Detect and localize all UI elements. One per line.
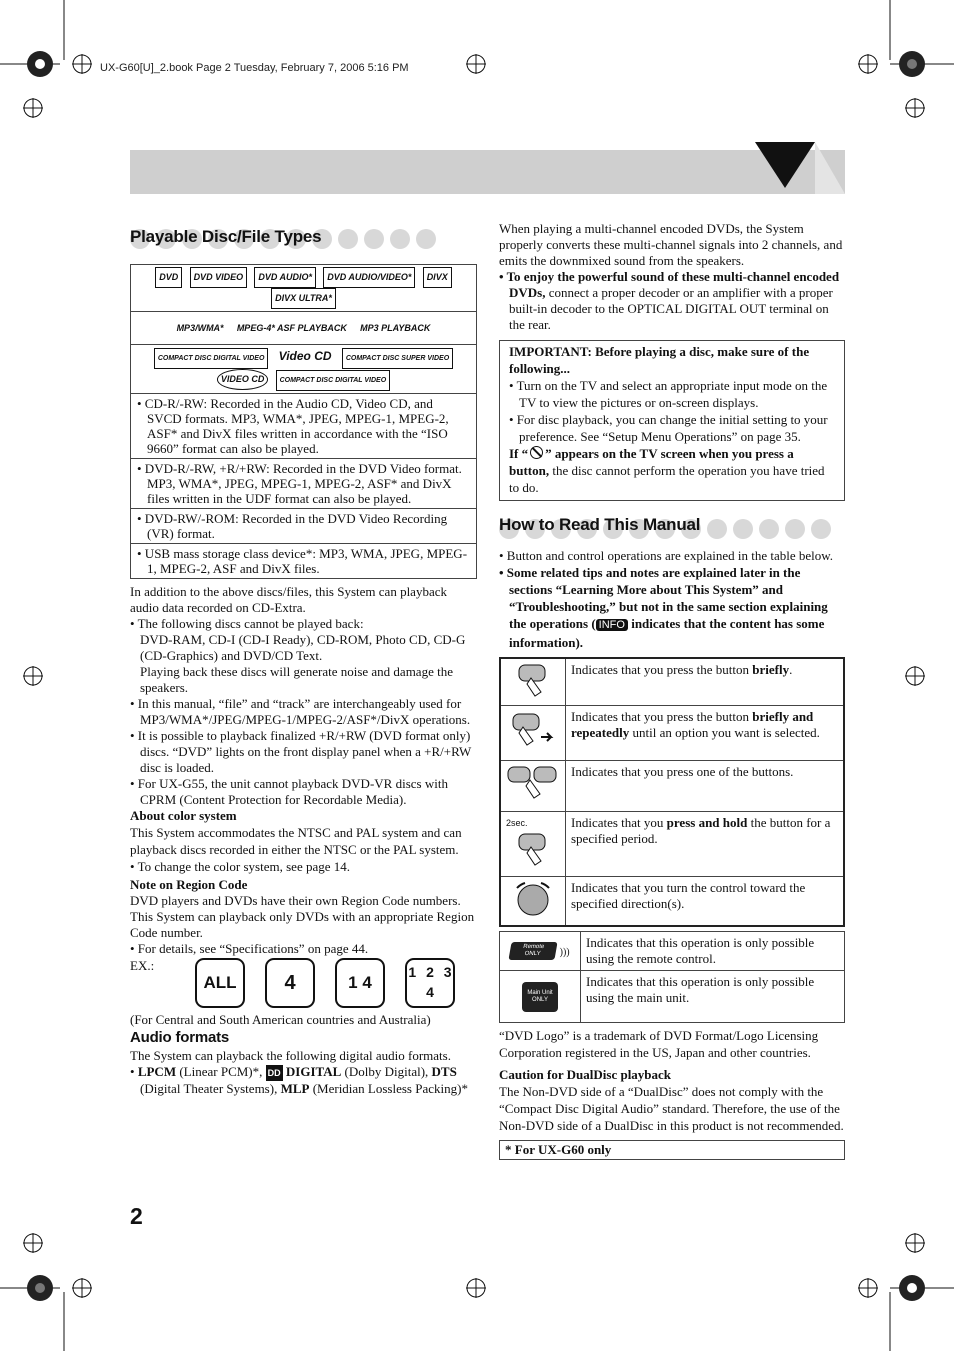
region-example [130,958,477,1008]
multichannel-bullet-bold: • To enjoy the powerful sound of these multi-channel encoded DVDs, [499,269,840,300]
region-all-icon: ALL [195,958,245,1008]
press-one-of-icon [500,761,566,812]
super-video-cd-logo: COMPACT DISC SUPER VIDEO [342,348,453,369]
lpcm-desc: (Linear PCM)*, [176,1064,266,1079]
remote-only-text: Indicates that this operation is only possible using the remote control. [581,932,845,971]
manual-bullet-2a: • Some related tips and notes are explained later in the sections “Learning More about This System” and “Troubleshooting,” but not in the same section explaining the operations ( [499,565,828,631]
noise-warning: Playing back these discs will generate noise and damage the speakers. [140,664,453,695]
sec-label: 2sec. [506,818,528,828]
video-cd-disc-logo: VIDEO CD [217,369,269,390]
operations-table [499,657,845,927]
caution-heading: Caution for DualDisc playback [499,1067,672,1082]
digital-label: DIGITAL [282,1064,342,1079]
op-row-hold: Indicates that you press and hold the button for a specified period. [566,812,845,877]
important-heading: IMPORTANT: Before playing a disc, make sure of the following... [509,344,810,376]
bullet-finalized: • It is possible to playback finalized +R/+RW (DVD format only) discs. “DVD” lights on the front display panel when a +R/+RW disc is loaded. [130,728,472,775]
remote-main-table [499,931,845,1023]
mpeg4-asf-logo: MPEG-4* ASF PLAYBACK [236,322,347,333]
region-code-bullet: • For details, see “Specifications” on page 44. [130,941,369,956]
right-column [499,221,845,1160]
dvd-audio-video-logo: DVD AUDIO/VIDEO* [323,267,415,288]
op-row-turn: Indicates that you turn the control toward the specified direction(s). [566,877,845,927]
section-title-playable: Playable Disc/File Types [130,227,322,246]
section-title-manual: How to Read This Manual [499,515,701,534]
color-system-text: This System accommodates the NTSC and PAL system and can playback discs recorded in either the NTSC or the PAL system. [130,825,462,857]
intro-text: In addition to the above discs/files, this System can playback audio data recorded on CD-Extra. [130,584,447,615]
disc-row-dvdr: • DVD-R/-RW, +R/+RW: Recorded in the DVD Video format. MP3, WMA*, JPEG, MPEG-1, MPEG-2, ASF* and DivX files written in the UDF format can also be played. [131,459,477,509]
mp3-playback-logo: MP3 PLAYBACK [360,322,431,333]
logo-row-dvd [131,265,477,312]
logo-row-files [131,312,477,345]
color-system-bullet: • To change the color system, see page 14. [130,859,351,874]
disc-row-dvdrw: • DVD-RW/-ROM: Recorded in the DVD Video Recording (VR) format. [131,509,477,544]
unplayable-list: DVD-RAM, CD-I (CD-I Ready), CD-ROM, Photo CD, CD-G (CD-Graphics) and DVD/CD Text. [140,632,466,663]
op-row-one-of: Indicates that you press one of the buttons. [566,761,845,812]
important-box [499,340,845,501]
disc-row-cdr: • CD-R/-RW: Recorded in the Audio CD, Video CD, and SVCD formats. MP3, WMA*, JPEG, MPEG-1, MPEG-2, ASF* and DivX files written in accordance with the “ISO 9660” format can also be played. [131,394,477,459]
multichannel-bullet [499,269,845,333]
book-header: UX-G60[U]_2.book Page 2 Tuesday, February 7, 2006 5:16 PM [100,62,409,74]
mlp-desc: (Meridian Lossless Packing)* [309,1081,468,1096]
dvd-video-logo: DVD VIDEO [190,267,248,288]
caution-text: The Non-DVD side of a “DualDisc” does not comply with the “Compact Disc Digital Audio” standard. Therefore, the use of the Non-DVD side of a DualDisc in this product is not recommended. [499,1084,844,1133]
dts-desc: (Digital Theater Systems), [140,1081,281,1096]
important-if-bold1: If “ [509,446,529,461]
info-badge: INFO [596,619,628,631]
bullet-file-track: • In this manual, “file” and “track” are interchangeably used for MP3/WMA*/JPEG/MPEG-1/MPEG-2/ASF*/DivX operations. [130,696,471,727]
important-if-rest: the disc cannot perform the operation you have tried to do. [509,463,825,495]
turn-control-icon [500,877,566,927]
manual-bullet-1: • Button and control operations are explained in the table below. [499,548,834,563]
compact-disc-video-logo-2: COMPACT DISC DIGITAL VIDEO [276,370,391,391]
region-code-heading: Note on Region Code [130,877,248,892]
multichannel-bullet-rest: connect a proper decoder or an amplifier with a proper built-in decoder to the OPTICAL DIGITAL OUT terminal on the rear. [509,285,833,332]
dvd-audio-logo: DVD AUDIO* [254,267,316,288]
dts-label: DTS [431,1064,457,1079]
important-item-tv: • Turn on the TV and select an appropriate input mode on the TV to view the pictures or on-screen displays. [509,378,828,410]
footnote-box: * For UX-G60 only [499,1140,845,1160]
page-number: 2 [130,1203,143,1229]
audio-formats-text: The System can playback the following digital audio formats. [130,1048,451,1063]
press-briefly-icon [500,658,566,706]
manual-bullet-2 [499,564,845,651]
dvd-logo: DVD [155,267,182,288]
region-4-icon: 4 [265,958,315,1008]
section-header-manual [499,517,845,541]
disc-types-table [130,264,477,579]
section-header-playable [130,227,477,251]
remote-only-label: Remote ONLY [509,942,558,960]
audio-formats-bullet: • LPCM (Linear PCM)*, DD DIGITAL (Dolby Digital), DTS (Digital Theater Systems), MLP (Meridian Lossless Packing)* [130,1064,468,1096]
region-1234-icon: 1 2 3 4 [405,958,455,1008]
remote-only-icon: Remote ONLY ))) [500,932,581,971]
press-repeatedly-icon [500,706,566,761]
important-if-bold2: ” appears on the TV screen when you press a button, [509,446,794,478]
disc-row-usb: • USB mass storage class device*: MP3, WMA, JPEG, MPEG-1, MPEG-2, ASF and DivX files. [131,544,477,579]
manual-bullet-2b: indicates that the content has some information). [509,616,825,650]
audio-formats-heading: Audio formats [130,1029,230,1046]
multichannel-text: When playing a multi-channel encoded DVDs, the System properly converts these multi-channel signals into 2 channels, and emits the downmixed sound from the speakers. [499,221,843,268]
logo-row-cd [131,345,477,394]
bullet-cprm: • For UX-G55, the unit cannot playback DVD-VR discs with CPRM (Content Protection for Recordable Media). [130,776,448,807]
press-and-hold-icon [500,812,566,877]
compact-disc-video-logo: COMPACT DISC DIGITAL VIDEO [154,348,269,369]
op-row-repeatedly: Indicates that you press the button briefly and repeatedly until an option you want is selected. [566,706,845,761]
mp3-wma-logo: MP3/WMA* [176,322,224,333]
bullet-not-played: • The following discs cannot be played back: [130,616,364,631]
lpcm-label: LPCM [137,1064,177,1079]
op-row-briefly: Indicates that you press the button briefly. [566,658,845,706]
region-1-4-icon: 1 4 [335,958,385,1008]
important-if [509,445,836,496]
video-cd-logo: Video CD [278,349,332,363]
left-column [130,227,477,1097]
main-unit-only-text: Indicates that this operation is only possible using the main unit. [581,971,845,1023]
divx-ultra-logo: DIVX ULTRA* [271,288,336,309]
header-triangle [755,140,847,194]
dolby-desc: (Dolby Digital), [341,1064,432,1079]
trademark-text: “DVD Logo” is a trademark of DVD Format/Logo Licensing Corporation registered in the US, Japan and other countries. [499,1028,819,1060]
important-item-setup: • For disc playback, you can change the initial setting to your preference. See “Setup Menu Operations” on page 35. [509,412,828,444]
divx-logo: DIVX [423,267,452,288]
main-unit-only-label: Main Unit ONLY [522,982,558,1012]
mlp-label: MLP [280,1081,310,1096]
ex-label: EX.: [130,958,155,973]
prohibited-icon [530,446,543,459]
region-note: (For Central and South American countries and Australia) [130,1012,431,1027]
region-code-text: DVD players and DVDs have their own Region Code numbers. This System can playback only DVDs with an appropriate Region Code number. [130,893,475,940]
main-unit-only-icon [500,971,581,1023]
dolby-logo-icon: DD [266,1065,283,1081]
header-band [130,150,845,194]
color-system-heading: About color system [130,808,237,823]
